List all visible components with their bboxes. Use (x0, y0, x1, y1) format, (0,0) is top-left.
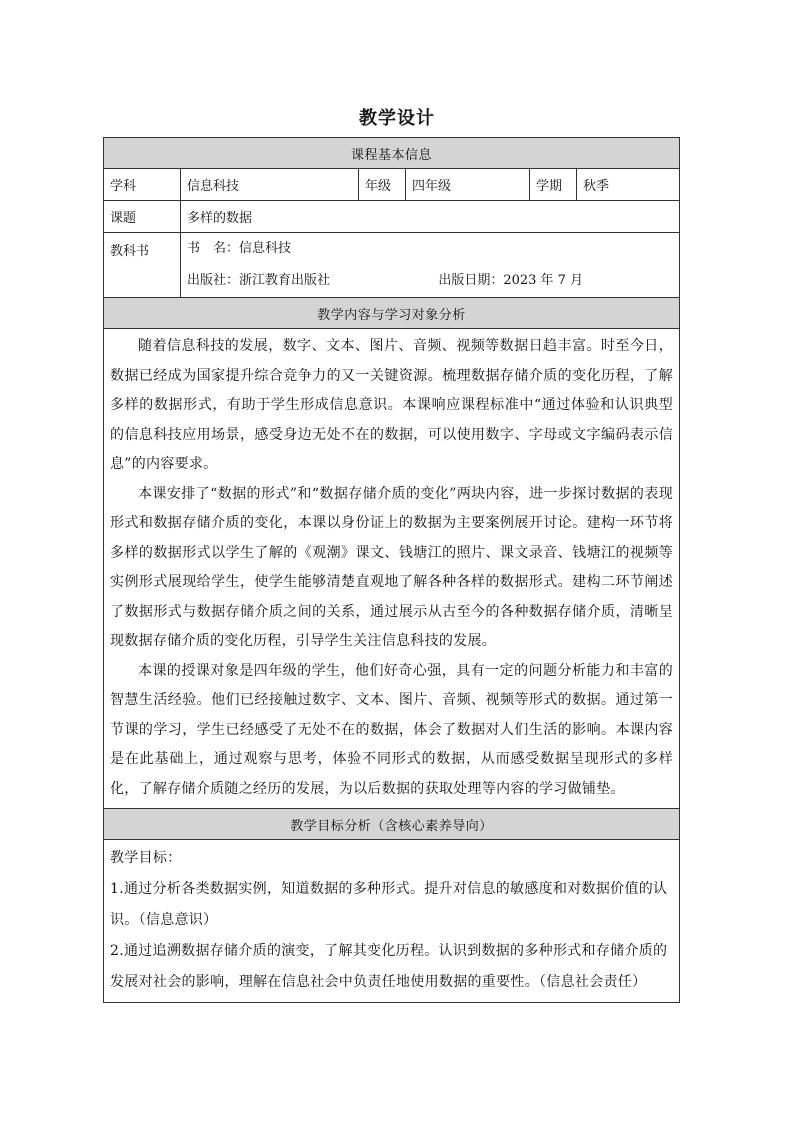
textbook-info (181, 233, 680, 298)
textbook-label: 教科书 (104, 233, 181, 298)
objectives-body (104, 840, 680, 1003)
publish-date: 出版日期：2023 年 7 月 (438, 273, 584, 288)
document-title: 教学设计 (359, 108, 435, 129)
term-value: 秋季 (577, 169, 680, 201)
book-name: 书 名：信息科技 (187, 241, 292, 256)
analysis-paragraph: 本课的授课对象是四年级的学生，他们好奇心强，具有一定的问题分析能力和丰富的智慧生活经验。他们已经接触过数字、文本、图片、音频、视频等形式的数据。通过第一节课的学习，学生已经感受了无处不在的数据，体会了数据对人们生活的影响。本课内容是在此基础上，通过观察与思考，体验不同形式的数据，从而感受数据呈现形式的多样化，了解存储介质随之经历的发展，为以后数据的获取处理等内容的学习做铺垫。 (110, 662, 674, 797)
publisher: 出版社：浙江教育出版社 (187, 273, 331, 288)
objective-item: 2.通过追溯数据存储介质的演变，了解其变化历程。认识到数据的多种形式和存储介质的发展对社会的影响，理解在信息社会中负责任地使用数据的重要性。（信息社会责任） (110, 943, 668, 990)
grade-value: 四年级 (406, 169, 530, 201)
objectives-intro: 教学目标： (110, 850, 182, 866)
lesson-design-table (103, 137, 680, 1003)
section-header-objectives: 教学目标分析（含核心素养导向） (104, 809, 680, 840)
content-analysis-body (104, 329, 680, 809)
topic-label: 课题 (104, 201, 181, 233)
publisher-row (187, 265, 673, 297)
subject-value: 信息科技 (181, 169, 359, 201)
section-header-basic-info: 课程基本信息 (104, 138, 680, 169)
grade-label: 年级 (359, 169, 406, 201)
section-header-content-analysis: 教学内容与学习对象分析 (104, 298, 680, 329)
topic-value: 多样的数据 (181, 201, 680, 233)
analysis-paragraph: 本课安排了“数据的形式”和“数据存储介质的变化”两块内容，进一步探讨数据的表现形式和数据存储介质的变化，本课以身份证上的数据为主要案例展开讨论。建构一环节将多样的数据形式以学生了解的《观潮》课文、钱塘江的照片、课文录音、钱塘江的视频等实例形式展现给学生，使学生能够清楚直观地了解各种各样的数据形式。建构二环节阐述了数据形式与数据存储介质之间的关系，通过展示从古至今的各种数据存储介质，清晰呈现数据存储介质的变化历程，引导学生关注信息科技的发展。 (110, 485, 674, 649)
subject-label: 学科 (104, 169, 181, 201)
objective-item: 1.通过分析各类数据实例，知道数据的多种形式。提升对信息的敏感度和对数据价值的认识。（信息意识） (110, 881, 668, 928)
term-label: 学期 (530, 169, 577, 201)
analysis-paragraph: 随着信息科技的发展，数字、文本、图片、音频、视频等数据日趋丰富。时至今日，数据已经成为国家提升综合竞争力的又一关键资源。梳理数据存储介质的变化历程，了解多样的数据形式，有助于学生形成信息意识。本课响应课程标准中“通过体验和认识典型的信息科技应用场景，感受身边无处不在的数据，可以使用数字、字母或文字编码表示信息”的内容要求。 (110, 338, 674, 472)
